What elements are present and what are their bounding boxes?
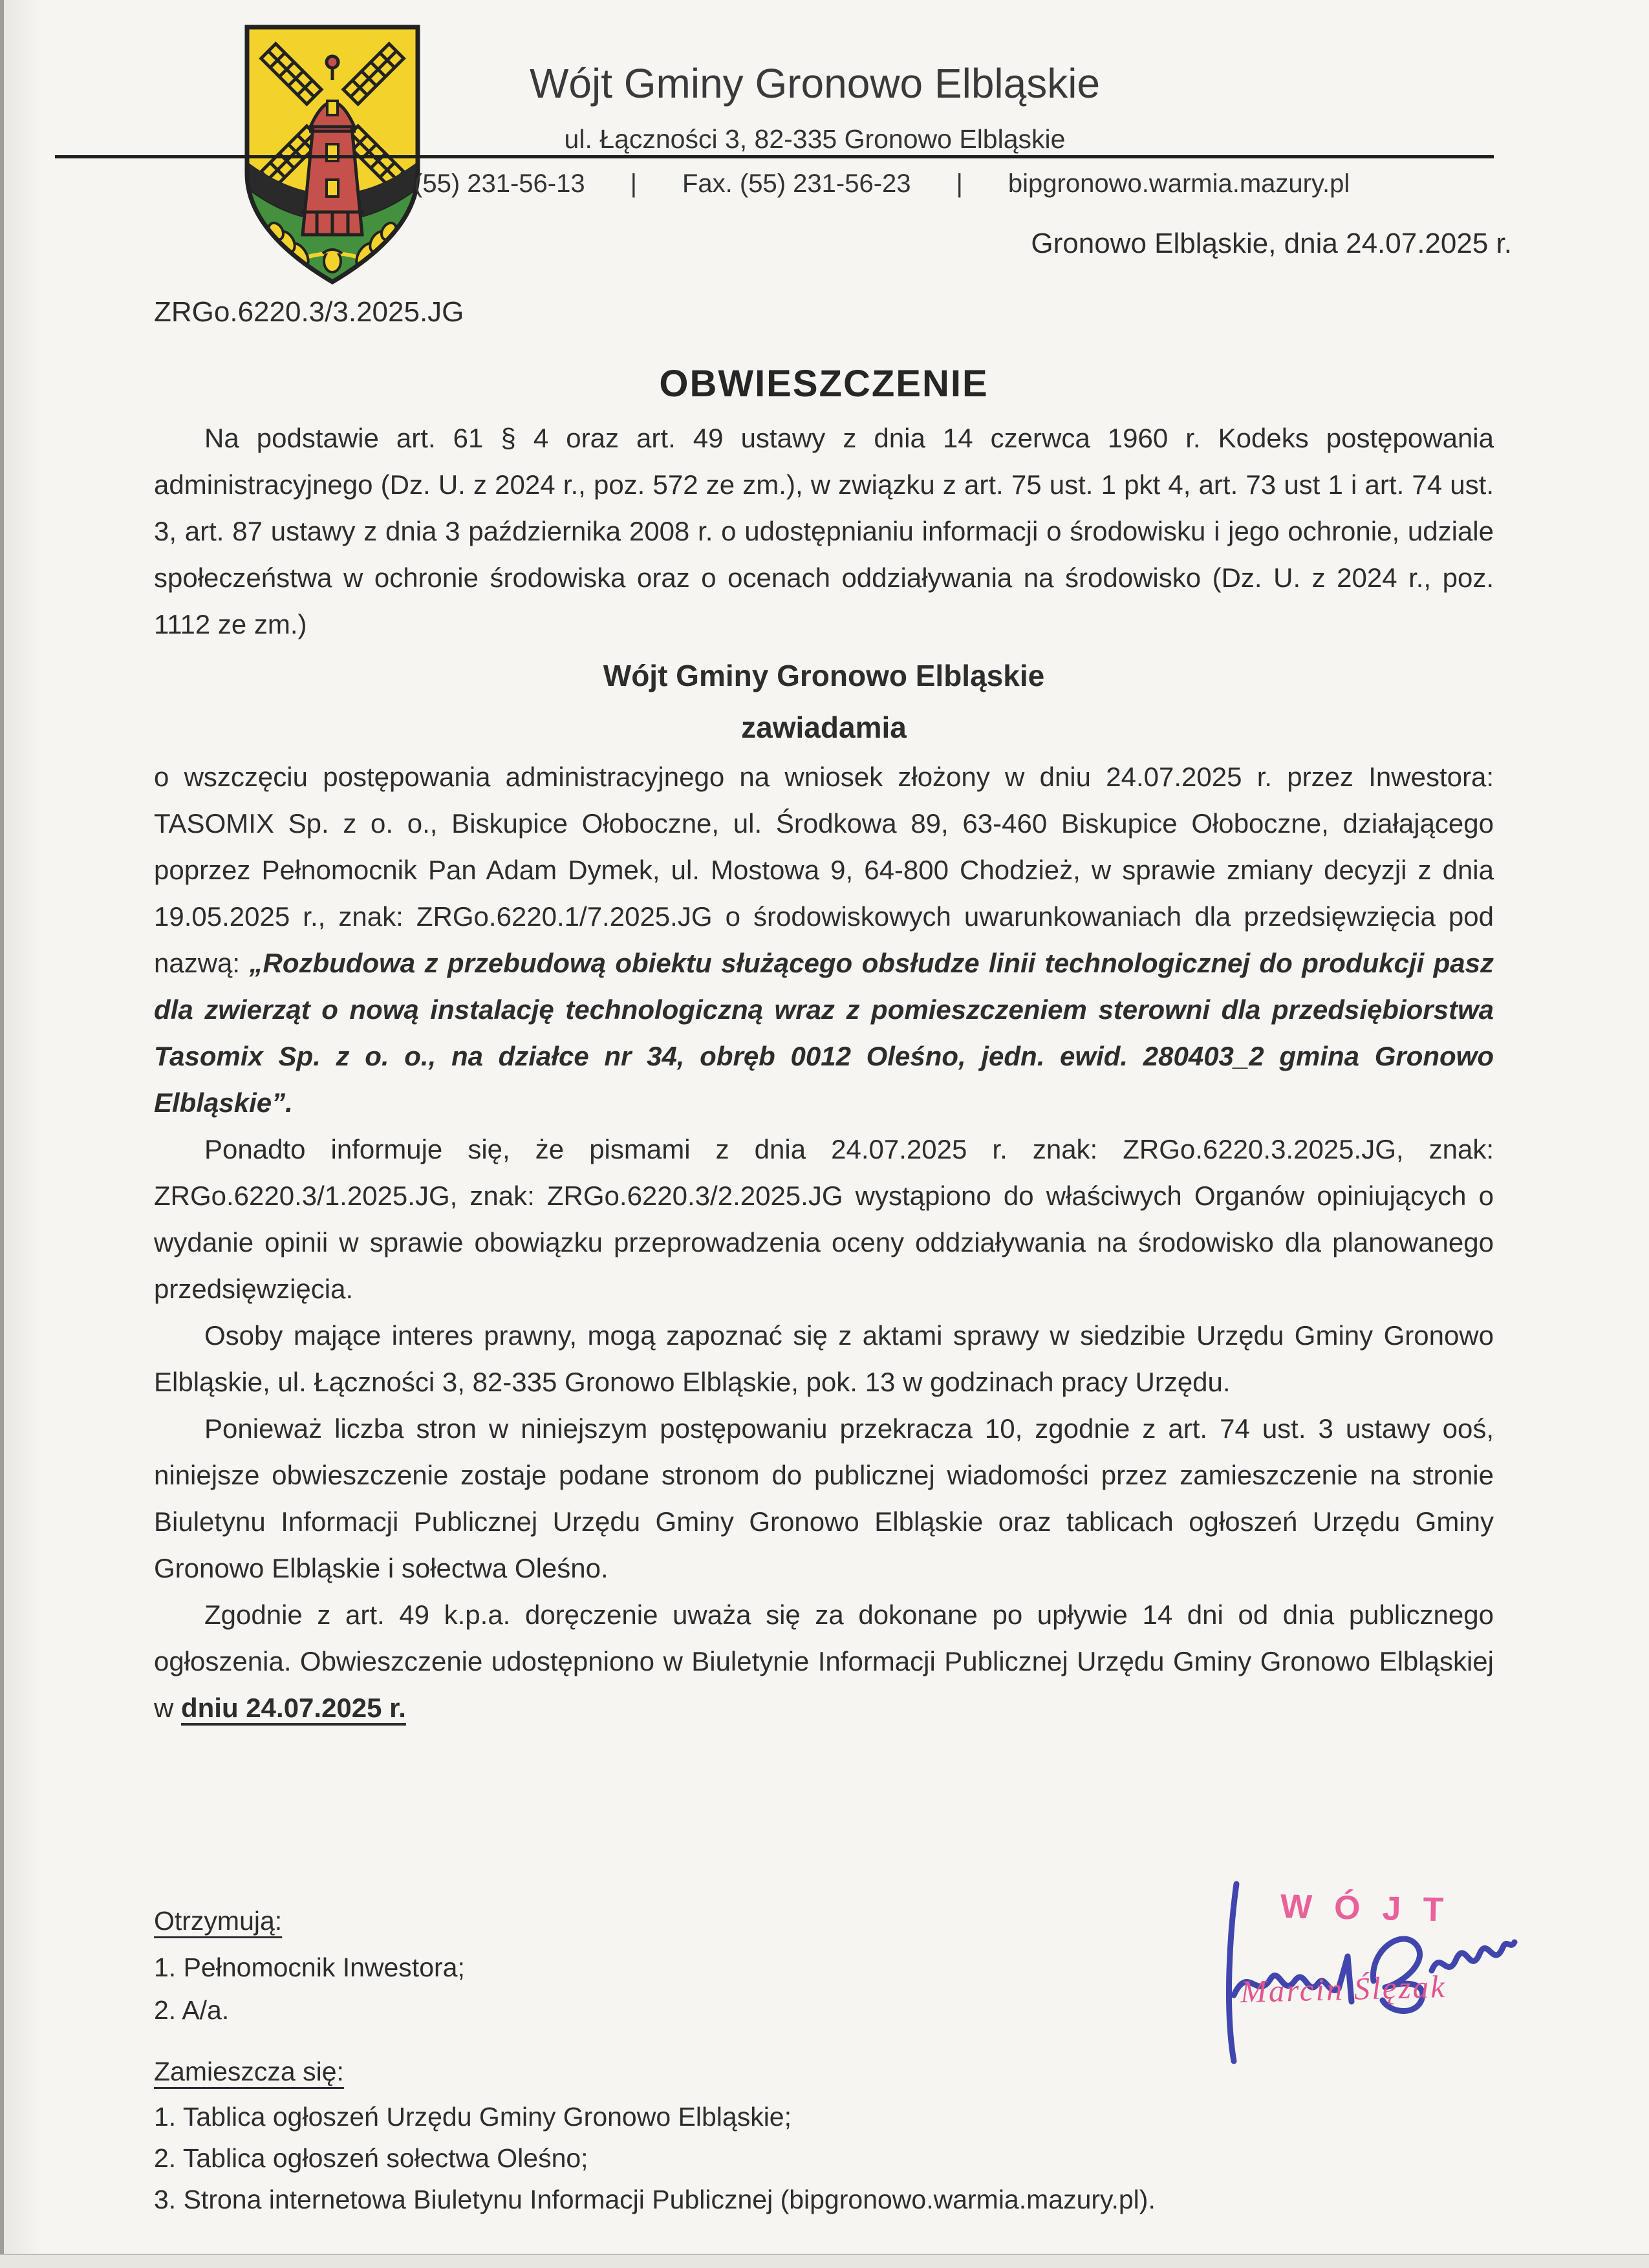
notice-body (154, 363, 1494, 1731)
letterhead-title: Wójt Gminy Gronowo Elbląskie (529, 60, 1101, 107)
phone-number: (55) 231-56-13 (414, 169, 585, 198)
mayor-name: Marcin Ślęzak (1240, 1968, 1447, 2010)
fax-number: Fax. (55) 231-56-23 (682, 169, 911, 198)
letterhead-divider (55, 155, 1494, 158)
recipients-block (154, 1899, 465, 2031)
recipients-label: Otrzymują: (154, 1906, 283, 1936)
letterhead-contact-row (414, 169, 1449, 198)
delivery-intro-text: Zgodnie z art. 49 k.p.a. doręczenie uważa się za dokonane po upływie 14 dni od dnia publicznego ogłoszenia. Obwieszczenie udostępniono w Biuletynie Informacji Publicznej Urzędu Gminy Gronowo Elbląskiej w (154, 1599, 1494, 1723)
posting-item: 1. Tablica ogłoszeń Urzędu Gminy Gronowo Elbląskie; (154, 2102, 792, 2132)
website-text: bipgronowo.warmia.mazury.pl (1008, 169, 1350, 198)
place-and-date: Gronowo Elbląskie, dnia 24.07.2025 r. (1031, 228, 1512, 259)
paragraph-legal-basis: Na podstawie art. 61 § 4 oraz art. 49 ustawy z dnia 14 czerwca 1960 r. Kodeks postępowania administracyjnego (Dz. U. z 2024 r., poz. 572 ze zm.), w związku z art. 75 ust. 1 pkt 4, art. 73 ust 1 i art. 74 ust. 3, art. 87 ustawy z dnia 3 października 2008 r. o udostępnianiu informacji o środowisku i jego ochronie, udziale społeczeństwa w ochronie środowiska oraz o ocenach oddziaływania na środowisko (Dz. U. z 2024 r., poz. 1112 ze zm.) (154, 423, 1494, 639)
notice-heading: OBWIESZCZENIE (659, 363, 989, 405)
scan-shadow-left (4, 0, 43, 2268)
posting-item: 2. Tablica ogłoszeń sołectwa Oleśno; (154, 2143, 588, 2173)
paragraph-file-access: Osoby mające interes prawny, mogą zapoznać się z aktami sprawy w siedzibie Urzędu Gminy Gronowo Elbląskie, ul. Łączności 3, 82-335 Gronowo Elbląskie, pok. 13 w godzinach pracy Urzędu. (154, 1320, 1494, 1397)
posting-item: 3. Strona internetowa Biuletynu Informacji Publicznej (bipgronowo.warmia.mazury.pl). (154, 2185, 1156, 2214)
posting-label: Zamieszcza się: (154, 2057, 344, 2086)
signature-block (1211, 1872, 1534, 2086)
publication-date-text: dniu 24.07.2025 r. (181, 1693, 406, 1723)
paragraph-opinions: Ponadto informuje się, że pismami z dnia 24.07.2025 r. znak: ZRGo.6220.3.2025.JG, znak: ZRGo.6220.3/1.2025.JG, znak: ZRGo.6220.3/2.2025.JG wystąpiono do właściwych Organów opiniujących o wydanie opinii w sprawie obowiązku przeprowadzenia oceny oddziaływania na środowisko dla planowanego przedsięwzięcia. (154, 1134, 1494, 1304)
posting-block (154, 2051, 1156, 2220)
separator-bar: | (630, 169, 637, 198)
recipient-item: 2. A/a. (154, 1995, 230, 2025)
paragraph-delivery (154, 1592, 1494, 1731)
paragraph-proceeding (154, 754, 1494, 1126)
reference-number: ZRGo.6220.3/3.2025.JG (154, 296, 464, 328)
mayor-stamp-title: WÓJT (1280, 1888, 1466, 1929)
notice-announces-line: zawiadamia (741, 711, 907, 744)
separator-bar: | (956, 169, 963, 198)
letterhead-address: ul. Łączności 3, 82-335 Gronowo Elbląskie (564, 124, 1066, 154)
project-name-text: „Rozbudowa z przebudową obiektu służącego obsłudze linii technologicznej do produkcji pasz dla zwierząt o nową instalację technologiczną wraz z pomieszczeniem sterowni dla przedsiębiorstwa Tasomix Sp. z o. o., na działce nr 34, obręb 0012 Oleśno, jedn. ewid. 280403_2 gmina Gronowo Elbląskie”. (154, 948, 1494, 1118)
scan-edge-bottom (0, 2254, 1649, 2268)
paragraph-publication: Ponieważ liczba stron w niniejszym postępowaniu przekracza 10, zgodnie z art. 74 ust. 3 ustawy ooś, niniejsze obwieszczenie zostaje podane stronom do publicznej wiadomości przez zamieszczenie na stronie Biuletynu Informacji Publicznej Urzędu Gminy Gronowo Elbląskie oraz tablicach ogłoszeń Urzędu Gminy Gronowo Elbląskie i sołectwa Oleśno. (154, 1413, 1494, 1583)
notice-authority-line: Wójt Gminy Gronowo Elbląskie (603, 659, 1045, 692)
proceeding-intro-text: o wszczęciu postępowania administracyjnego na wniosek złożony w dniu 24.07.2025 r. przez Inwestora: TASOMIX Sp. z o. o., Biskupice Ołoboczne, ul. Środkowa 89, 63-460 Biskupice Ołoboczne, działającego poprzez Pełnomocnik Pan Adam Dymek, ul. Mostowa 9, 64-800 Chodzież, w sprawie zmiany decyzji z dnia 19.05.2025 r., znak: ZRGo.6220.1/7.2025.JG o środowiskowych uwarunkowaniach dla przedsięwzięcia pod nazwą: (154, 762, 1494, 978)
recipient-item: 1. Pełnomocnik Inwestora; (154, 1952, 465, 1982)
